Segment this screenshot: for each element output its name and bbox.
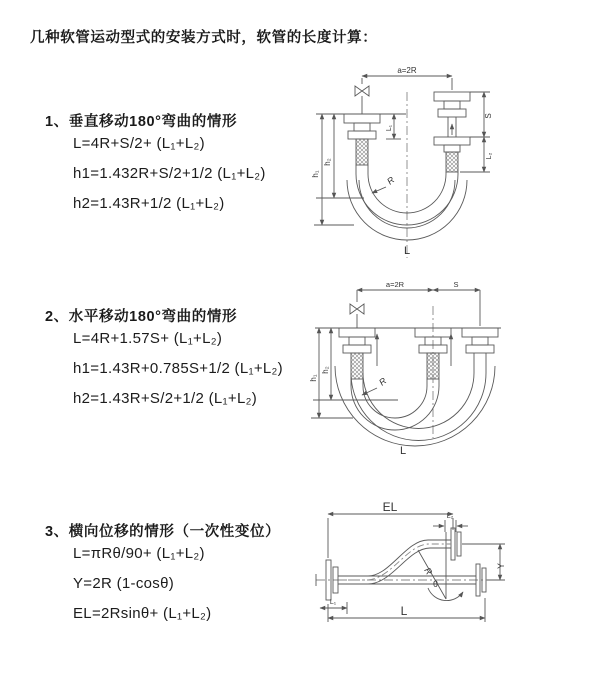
dim-label-a2r: a=2R [397, 66, 417, 75]
dim-label-s: S [453, 280, 459, 289]
length-label: L [399, 445, 407, 457]
dim-label-h2: h₂ [323, 158, 332, 166]
section-3-formula-L: L=πRθ/90+ (L₁+L₂) [73, 545, 205, 562]
section-3-formula-Y: Y=2R (1-cosθ) [73, 575, 175, 592]
section-1-formula-h2: h2=1.43R+1/2 (L₁+L₂) [73, 195, 225, 212]
radius-label: R [385, 174, 397, 187]
dim-label-h1: h₁ [309, 374, 318, 382]
dim-label-h2: h₂ [321, 366, 330, 374]
dim-label-y: Y [496, 562, 506, 570]
extension-lines [328, 518, 453, 558]
section-1-formula-L: L=4R+S/2+ (L₁+L₂) [73, 135, 205, 152]
theta-label: θ [433, 579, 439, 589]
section-1-heading: 1、垂直移动180°弯曲的情形 [45, 114, 238, 130]
section-1-formula-h1: h1=1.432R+S/2+1/2 (L₁+L₂) [73, 165, 266, 182]
left-flange [344, 114, 380, 174]
middle-flange [415, 328, 451, 386]
right-flange [462, 328, 498, 373]
section-3-formula-EL: EL=2Rsinθ+ (L₁+L₂) [73, 605, 212, 622]
dim-label-h1: h₁ [311, 170, 320, 178]
radius-label: R [422, 565, 435, 577]
radius-construction-lines [418, 532, 446, 599]
length-label: L [400, 604, 408, 618]
radius-label: R [377, 375, 389, 388]
diagram-vertical-movement [306, 62, 586, 262]
radius-leader [362, 388, 377, 395]
l2-ticks [445, 520, 456, 532]
page-title: 几种软管运动型式的安装方式时，软管的长度计算： [30, 30, 378, 46]
section-2-formula-L: L=4R+1.57S+ (L₁+L₂) [73, 330, 223, 347]
dim-label-l2: L₂ [486, 152, 493, 160]
extension-lines [362, 78, 452, 90]
upper-right-flange [451, 528, 461, 560]
radius-leader [372, 187, 386, 193]
dim-label-l1: L₁ [386, 124, 393, 132]
diagram-lateral-displacement [300, 496, 600, 646]
length-label: L [403, 245, 411, 257]
dim-label-s: S [484, 113, 493, 119]
dim-label-l1: L₁ [329, 599, 337, 606]
dim-label-l2: L₂ [446, 513, 454, 520]
diagram-horizontal-movement [303, 278, 600, 460]
dim-label-a2r: a=2R [385, 280, 405, 289]
section-2-formula-h2: h2=1.43R+S/2+1/2 (L₁+L₂) [73, 390, 258, 407]
valve-icon [355, 86, 369, 114]
section-3-heading: 3、横向位移的情形（一次性变位） [45, 524, 281, 540]
left-flange [339, 328, 375, 386]
section-2-formula-h1: h1=1.43R+0.785S+1/2 (L₁+L₂) [73, 360, 283, 377]
valve-icon [350, 304, 364, 328]
dim-label-el: EL [382, 500, 398, 514]
extension-lines [357, 290, 480, 326]
y-extension-lines [462, 544, 505, 580]
section-2-heading: 2、水平移动180°弯曲的情形 [45, 309, 238, 325]
right-flange [434, 92, 470, 174]
